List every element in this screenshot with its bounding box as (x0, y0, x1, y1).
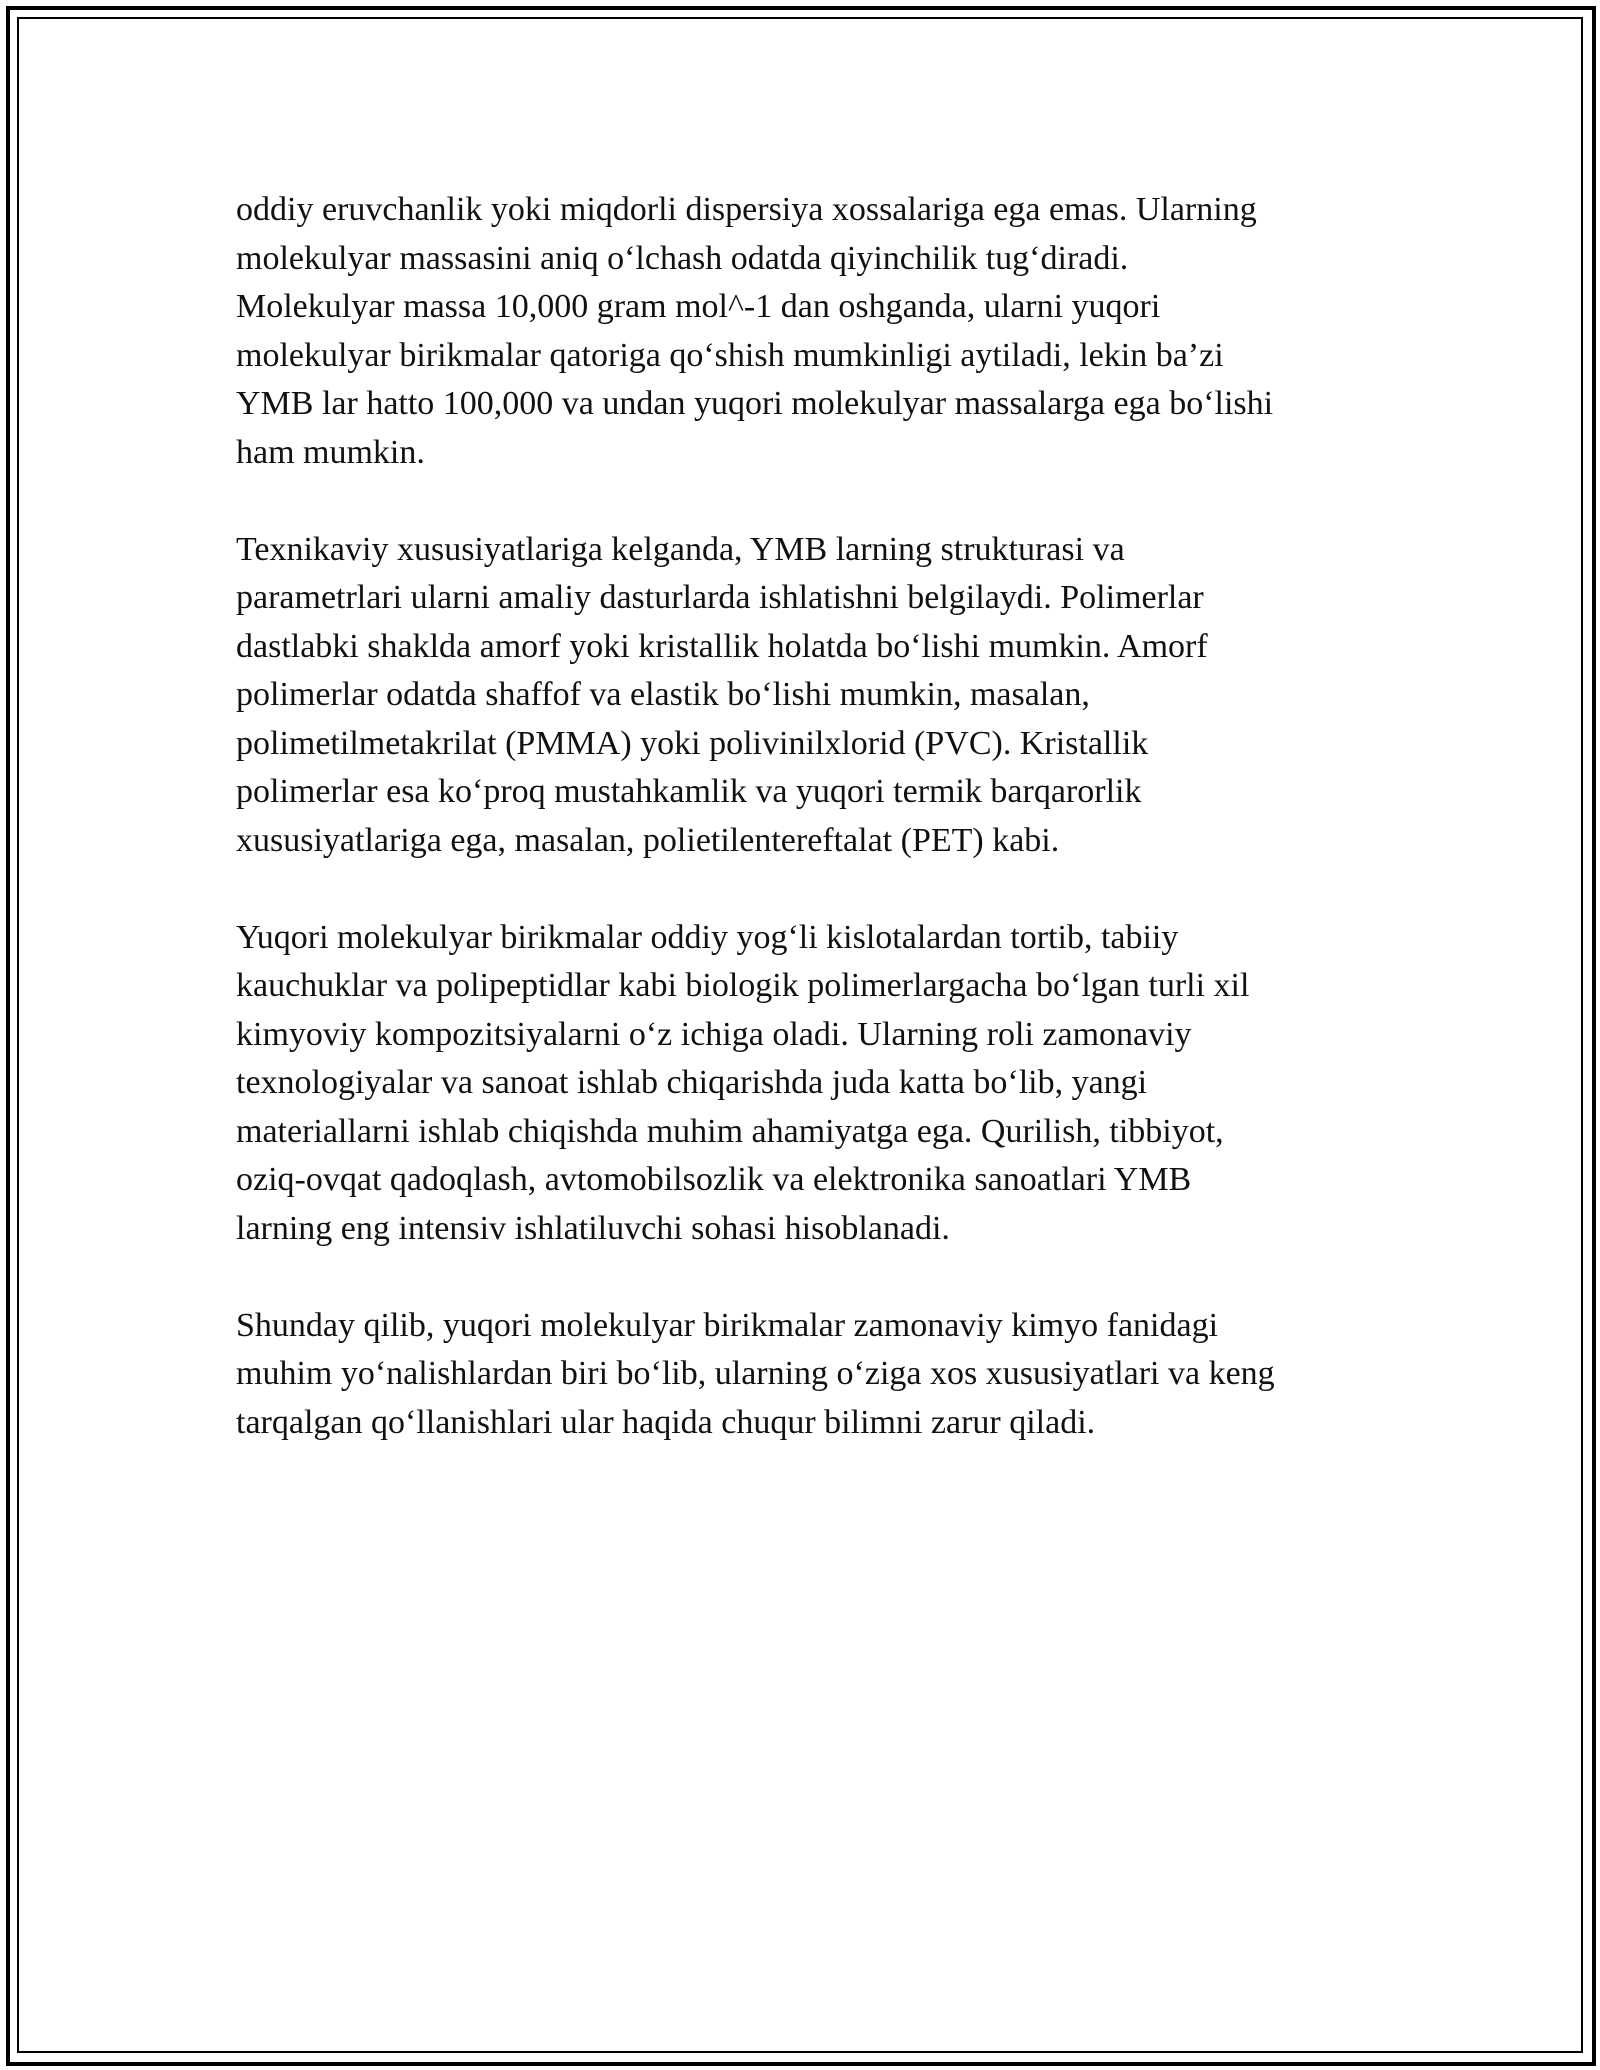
text-line: larning eng intensiv ishlatiluvchi sohasi hisoblanadi. (236, 1209, 950, 1247)
text-line: dastlabki shaklda amorf yoki kristallik holatda bo‘lishi mumkin. Amorf (236, 627, 1208, 665)
text-line: molekulyar birikmalar qatoriga qo‘shish mumkinligi aytiladi, lekin ba’zi (236, 336, 1224, 374)
text-line: Molekulyar massa 10,000 gram mol^-1 dan oshganda, ularni yuqori (236, 288, 1161, 325)
paragraph-2 (236, 526, 1371, 866)
text-line: tarqalgan qo‘llanishlari ular haqida chuqur bilimni zarur qiladi. (236, 1403, 1096, 1441)
text-line: polimerlar odatda shaffof va elastik bo‘lishi mumkin, masalan, (236, 676, 1090, 713)
text-line: oddiy eruvchanlik yoki miqdorli dispersiya xossalariga ega emas. Ularning (236, 191, 1257, 228)
text-line: YMB lar hatto 100,000 va undan yuqori molekulyar massalarga ega bo‘lishi (236, 385, 1274, 422)
text-line: Yuqori molekulyar birikmalar oddiy yog‘li kislotalardan tortib, tabiiy (236, 918, 1179, 956)
text-line: Texnikaviy xususiyatlariga kelganda, YMB larning strukturasi va (236, 530, 1125, 568)
text-line: Shunday qilib, yuqori molekulyar birikmalar zamonaviy kimyo fanidagi (236, 1306, 1219, 1344)
paragraph-4 (236, 1302, 1371, 1448)
text-line: polimerlar esa ko‘proq mustahkamlik va yuqori termik barqarorlik (236, 773, 1142, 810)
paragraph-1 (236, 186, 1371, 477)
paragraph-3 (236, 914, 1371, 1254)
text-line: molekulyar massasini aniq o‘lchash odatda qiyinchilik tug‘diradi. (236, 239, 1129, 277)
document-body (236, 186, 1371, 1496)
text-line: ham mumkin. (236, 433, 425, 471)
text-line: materiallarni ishlab chiqishda muhim ahamiyatga ega. Qurilish, tibbiyot, (236, 1112, 1224, 1150)
text-line: xususiyatlariga ega, masalan, polietilentereftalat (PET) kabi. (236, 821, 1060, 859)
text-line: kimyoviy kompozitsiyalarni o‘z ichiga oladi. Ularning roli zamonaviy (236, 1015, 1192, 1053)
text-line: kauchuklar va polipeptidlar kabi biologik polimerlargacha bo‘lgan turli xil (236, 967, 1250, 1004)
text-line: muhim yo‘nalishlardan biri bo‘lib, ularning o‘ziga xos xususiyatlari va keng (236, 1355, 1275, 1392)
text-line: texnologiyalar va sanoat ishlab chiqarishda juda katta bo‘lib, yangi (236, 1064, 1148, 1101)
text-line: oziq-ovqat qadoqlash, avtomobilsozlik va elektronika sanoatlari YMB (236, 1161, 1192, 1198)
text-line: polimetilmetakrilat (PMMA) yoki polivinilxlorid (PVC). Kristallik (236, 724, 1149, 762)
text-line: parametrlari ularni amaliy dasturlarda ishlatishni belgilaydi. Polimerlar (236, 579, 1204, 616)
